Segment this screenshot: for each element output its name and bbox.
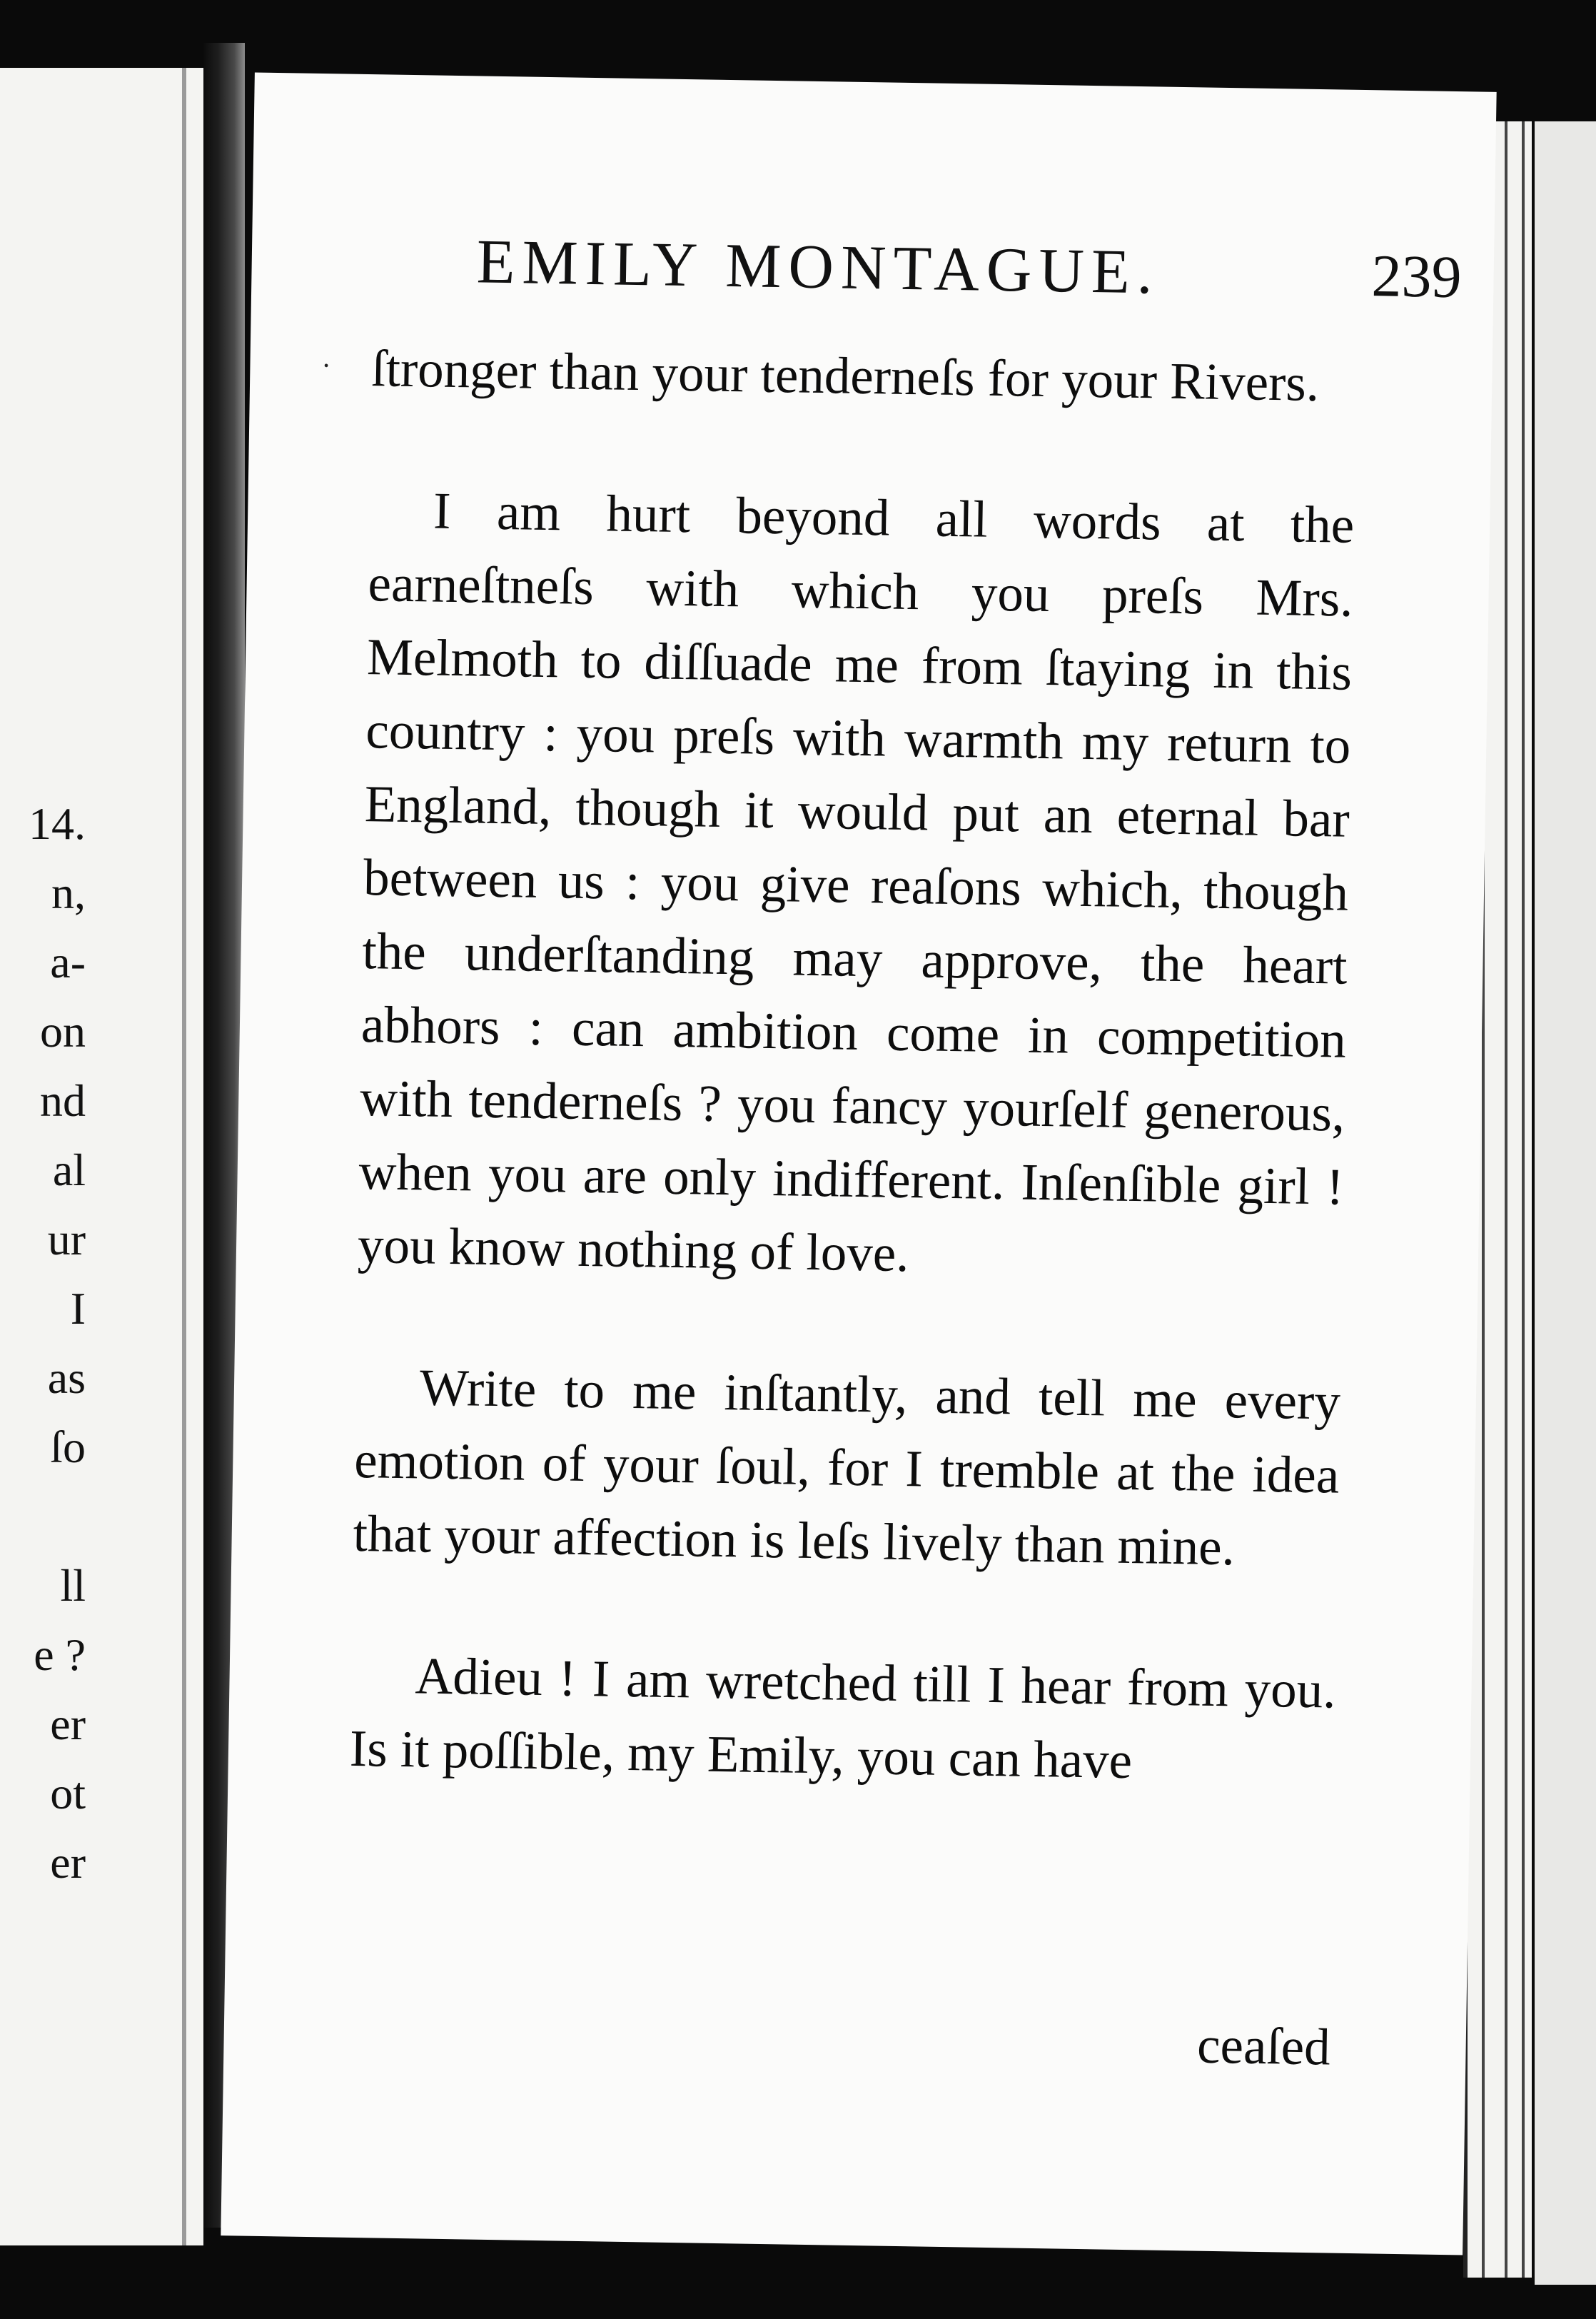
catchword: ceaſed	[1196, 2016, 1331, 2076]
ink-speck: ·	[321, 349, 332, 382]
fragment-line: ot	[50, 1768, 86, 1819]
paragraph: Write to me inſtantly, and tell me every emotion of your ſoul, for I tremble at the idea that your affection is leſs lively than mine.	[353, 1358, 1341, 1576]
paragraph: I am hurt beyond all words at the earneſtneſs with which you preſs Mrs. Melmoth to diſſuade me from ſtaying in this country : you preſs with warmth my return to England, though it would put an eternal bar between us : you give reaſons which, though the underſtanding may approve, the heart abhors : can ambition come in competition with tenderneſs ? you fancy yourſelf generous, when you are only indifferent. Inſenſible girl ! you know nothing of love.	[357, 481, 1355, 1283]
facing-page-edge	[182, 68, 186, 2245]
facing-page-left	[0, 68, 203, 2245]
fragment-line: er	[50, 1699, 86, 1749]
fragment-line: e ?	[34, 1629, 86, 1680]
facing-page-text-fragments	[0, 789, 86, 1897]
fragment-line: nd	[40, 1075, 86, 1126]
running-title: EMILY MONTAGUE.	[476, 227, 1161, 308]
fragment-line: a-	[50, 937, 86, 987]
fragment-line: ſo	[50, 1422, 86, 1472]
fragment-line: ll	[60, 1560, 86, 1611]
paragraph: Adieu ! I am wretched till I hear from you. Is it poſſible, my Emily, you can have	[349, 1646, 1337, 1790]
fragment-line: I	[70, 1283, 86, 1334]
fragment-line: er	[50, 1837, 86, 1888]
paragraph: ſtronger than your tenderneſs for your Rivers.	[370, 339, 1320, 412]
page-edge-line	[1522, 121, 1525, 2278]
fragment-line: n,	[51, 867, 86, 918]
fragment-line: on	[40, 1006, 86, 1057]
fragment-line	[0, 1482, 86, 1551]
page-number: 239	[1370, 243, 1463, 311]
page-edge-line	[1505, 121, 1507, 2278]
fragment-line: ur	[47, 1214, 86, 1264]
book-page	[221, 73, 1496, 2255]
page-body	[349, 331, 1357, 1800]
fragment-line: as	[47, 1352, 86, 1403]
page-stack-edge-outer	[1535, 121, 1596, 2285]
running-head	[476, 226, 1463, 327]
fragment-line: al	[52, 1145, 86, 1195]
fragment-line: 14.	[29, 798, 86, 849]
